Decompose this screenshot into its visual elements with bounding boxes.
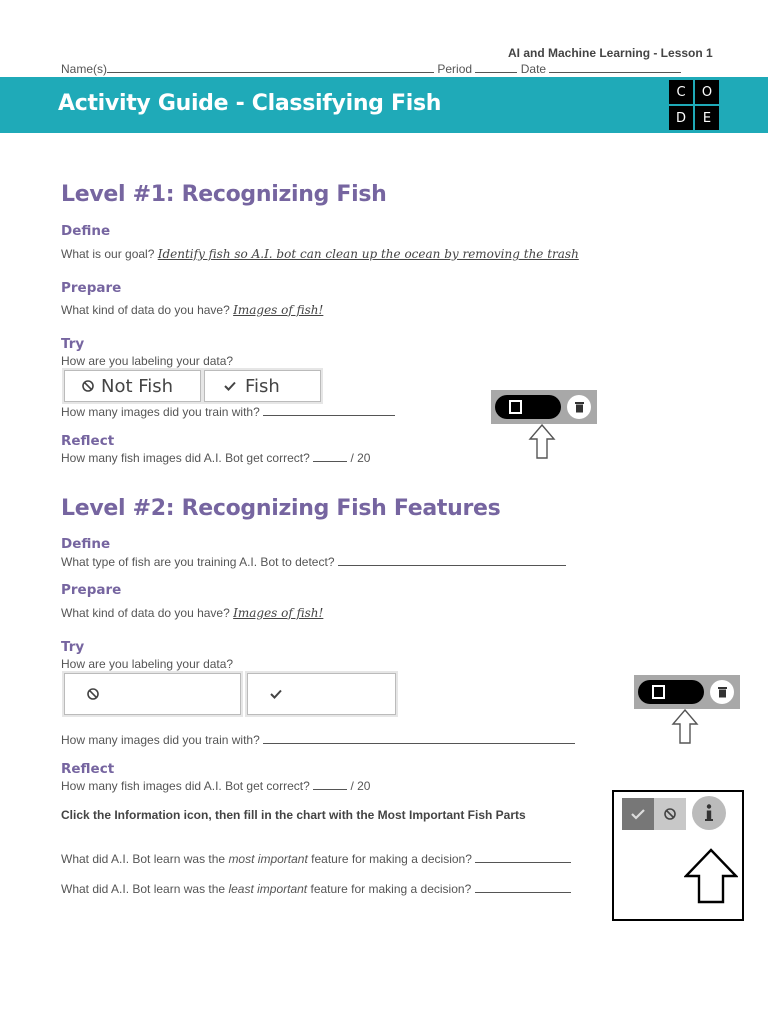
up-arrow-icon [684, 848, 738, 904]
level2-define-blank [338, 555, 566, 566]
level1-define-answer: Identify fish so A.I. bot can clean up the ocean by removing the trash [157, 247, 579, 261]
no-label-box [64, 673, 241, 715]
level2-title: Level #2: Recognizing Fish Features [61, 496, 501, 521]
least-important-question [61, 882, 571, 896]
info-icon [692, 796, 726, 830]
date-blank [549, 62, 681, 73]
not-fish-label: Not Fish [101, 375, 174, 397]
logo-letter-o: O [695, 80, 719, 104]
logo-letter-e: E [695, 106, 719, 130]
level2-try-question: How are you labeling your data? [61, 657, 234, 671]
level1-title: Level #1: Recognizing Fish [61, 182, 387, 207]
no-entry-icon [654, 798, 686, 830]
level2-prepare-question-text: What kind of data do you have? [61, 606, 230, 620]
level2-reflect-question [61, 779, 370, 793]
toolbar-illustration-2 [634, 675, 740, 709]
least-blank [475, 882, 571, 893]
trash-icon [567, 395, 591, 419]
level1-define-question-text: What is our goal? [61, 247, 155, 261]
level1-reflect-heading: Reflect [61, 433, 115, 449]
least-after: feature for making a decision? [310, 882, 472, 896]
toggle-pill [638, 680, 704, 704]
period-label: Period [437, 62, 473, 76]
name-period-date-row [61, 62, 681, 76]
square-icon [509, 400, 522, 414]
level1-reflect-question [61, 451, 370, 465]
level2-reflect-heading: Reflect [61, 761, 115, 777]
level1-train-question [61, 405, 395, 419]
date-label: Date [520, 62, 547, 76]
no-toggle [654, 798, 686, 830]
level1-prepare-question-text: What kind of data do you have? [61, 303, 230, 317]
level2-train-question [61, 733, 575, 747]
most-emph: most important [228, 852, 308, 866]
level2-reflect-blank [313, 779, 347, 790]
code-logo [669, 80, 719, 130]
level2-define-question [61, 555, 566, 569]
toolbar-illustration-1 [491, 390, 597, 424]
lesson-label: AI and Machine Learning - Lesson 1 [508, 46, 713, 60]
toggle-pill [495, 395, 561, 419]
level2-define-heading: Define [61, 536, 111, 552]
fish-label-button [204, 370, 321, 402]
checkmark-icon [223, 379, 237, 393]
level1-try-question: How are you labeling your data? [61, 354, 234, 368]
check-label-box [247, 673, 396, 715]
fish-label: Fish [245, 375, 280, 397]
info-illustration-box [612, 790, 744, 921]
level1-reflect-score: / 20 [350, 451, 371, 465]
up-arrow-icon [528, 424, 556, 460]
level2-try-heading: Try [61, 639, 85, 655]
level2-train-question-text: How many images did you train with? [61, 733, 260, 747]
level1-train-blank [263, 405, 395, 416]
level1-prepare-heading: Prepare [61, 280, 122, 296]
level2-prepare-heading: Prepare [61, 582, 122, 598]
check-toggle [622, 798, 654, 830]
no-entry-icon [81, 379, 95, 393]
checkmark-icon [269, 687, 283, 701]
square-icon [652, 685, 665, 699]
not-fish-label-button [64, 370, 201, 402]
level2-reflect-score: / 20 [350, 779, 371, 793]
level1-reflect-blank [313, 451, 347, 462]
most-before: What did A.I. Bot learn was the [61, 852, 226, 866]
most-blank [475, 852, 571, 863]
level2-define-question-text: What type of fish are you training A.I. Bot to detect? [61, 555, 335, 569]
level1-define-heading: Define [61, 223, 111, 239]
least-before: What did A.I. Bot learn was the [61, 882, 226, 896]
level1-prepare-question [61, 303, 323, 317]
level1-reflect-question-text: How many fish images did A.I. Bot get correct? [61, 451, 310, 465]
checkmark-icon [622, 798, 654, 830]
most-after: feature for making a decision? [311, 852, 472, 866]
logo-letter-c: C [669, 80, 693, 104]
name-blank [107, 62, 434, 73]
level1-prepare-answer: Images of fish! [233, 303, 324, 317]
up-arrow-icon [671, 709, 699, 745]
level1-train-question-text: How many images did you train with? [61, 405, 260, 419]
level2-reflect-question-text: How many fish images did A.I. Bot get correct? [61, 779, 310, 793]
most-important-question [61, 852, 571, 866]
name-label: Name(s) [61, 62, 108, 76]
level2-train-blank [263, 733, 575, 744]
level2-prepare-answer: Images of fish! [233, 606, 324, 620]
logo-letter-d: D [669, 106, 693, 130]
least-emph: least important [228, 882, 308, 896]
trash-icon [710, 680, 734, 704]
instruction-text: Click the Information icon, then fill in the chart with the Most Important Fish Parts [61, 808, 526, 822]
level2-prepare-question [61, 606, 323, 620]
level1-define-question [61, 247, 579, 261]
no-entry-icon [86, 687, 100, 701]
page-title: Activity Guide - Classifying Fish [58, 91, 442, 116]
level1-try-heading: Try [61, 336, 85, 352]
period-blank [475, 62, 517, 73]
